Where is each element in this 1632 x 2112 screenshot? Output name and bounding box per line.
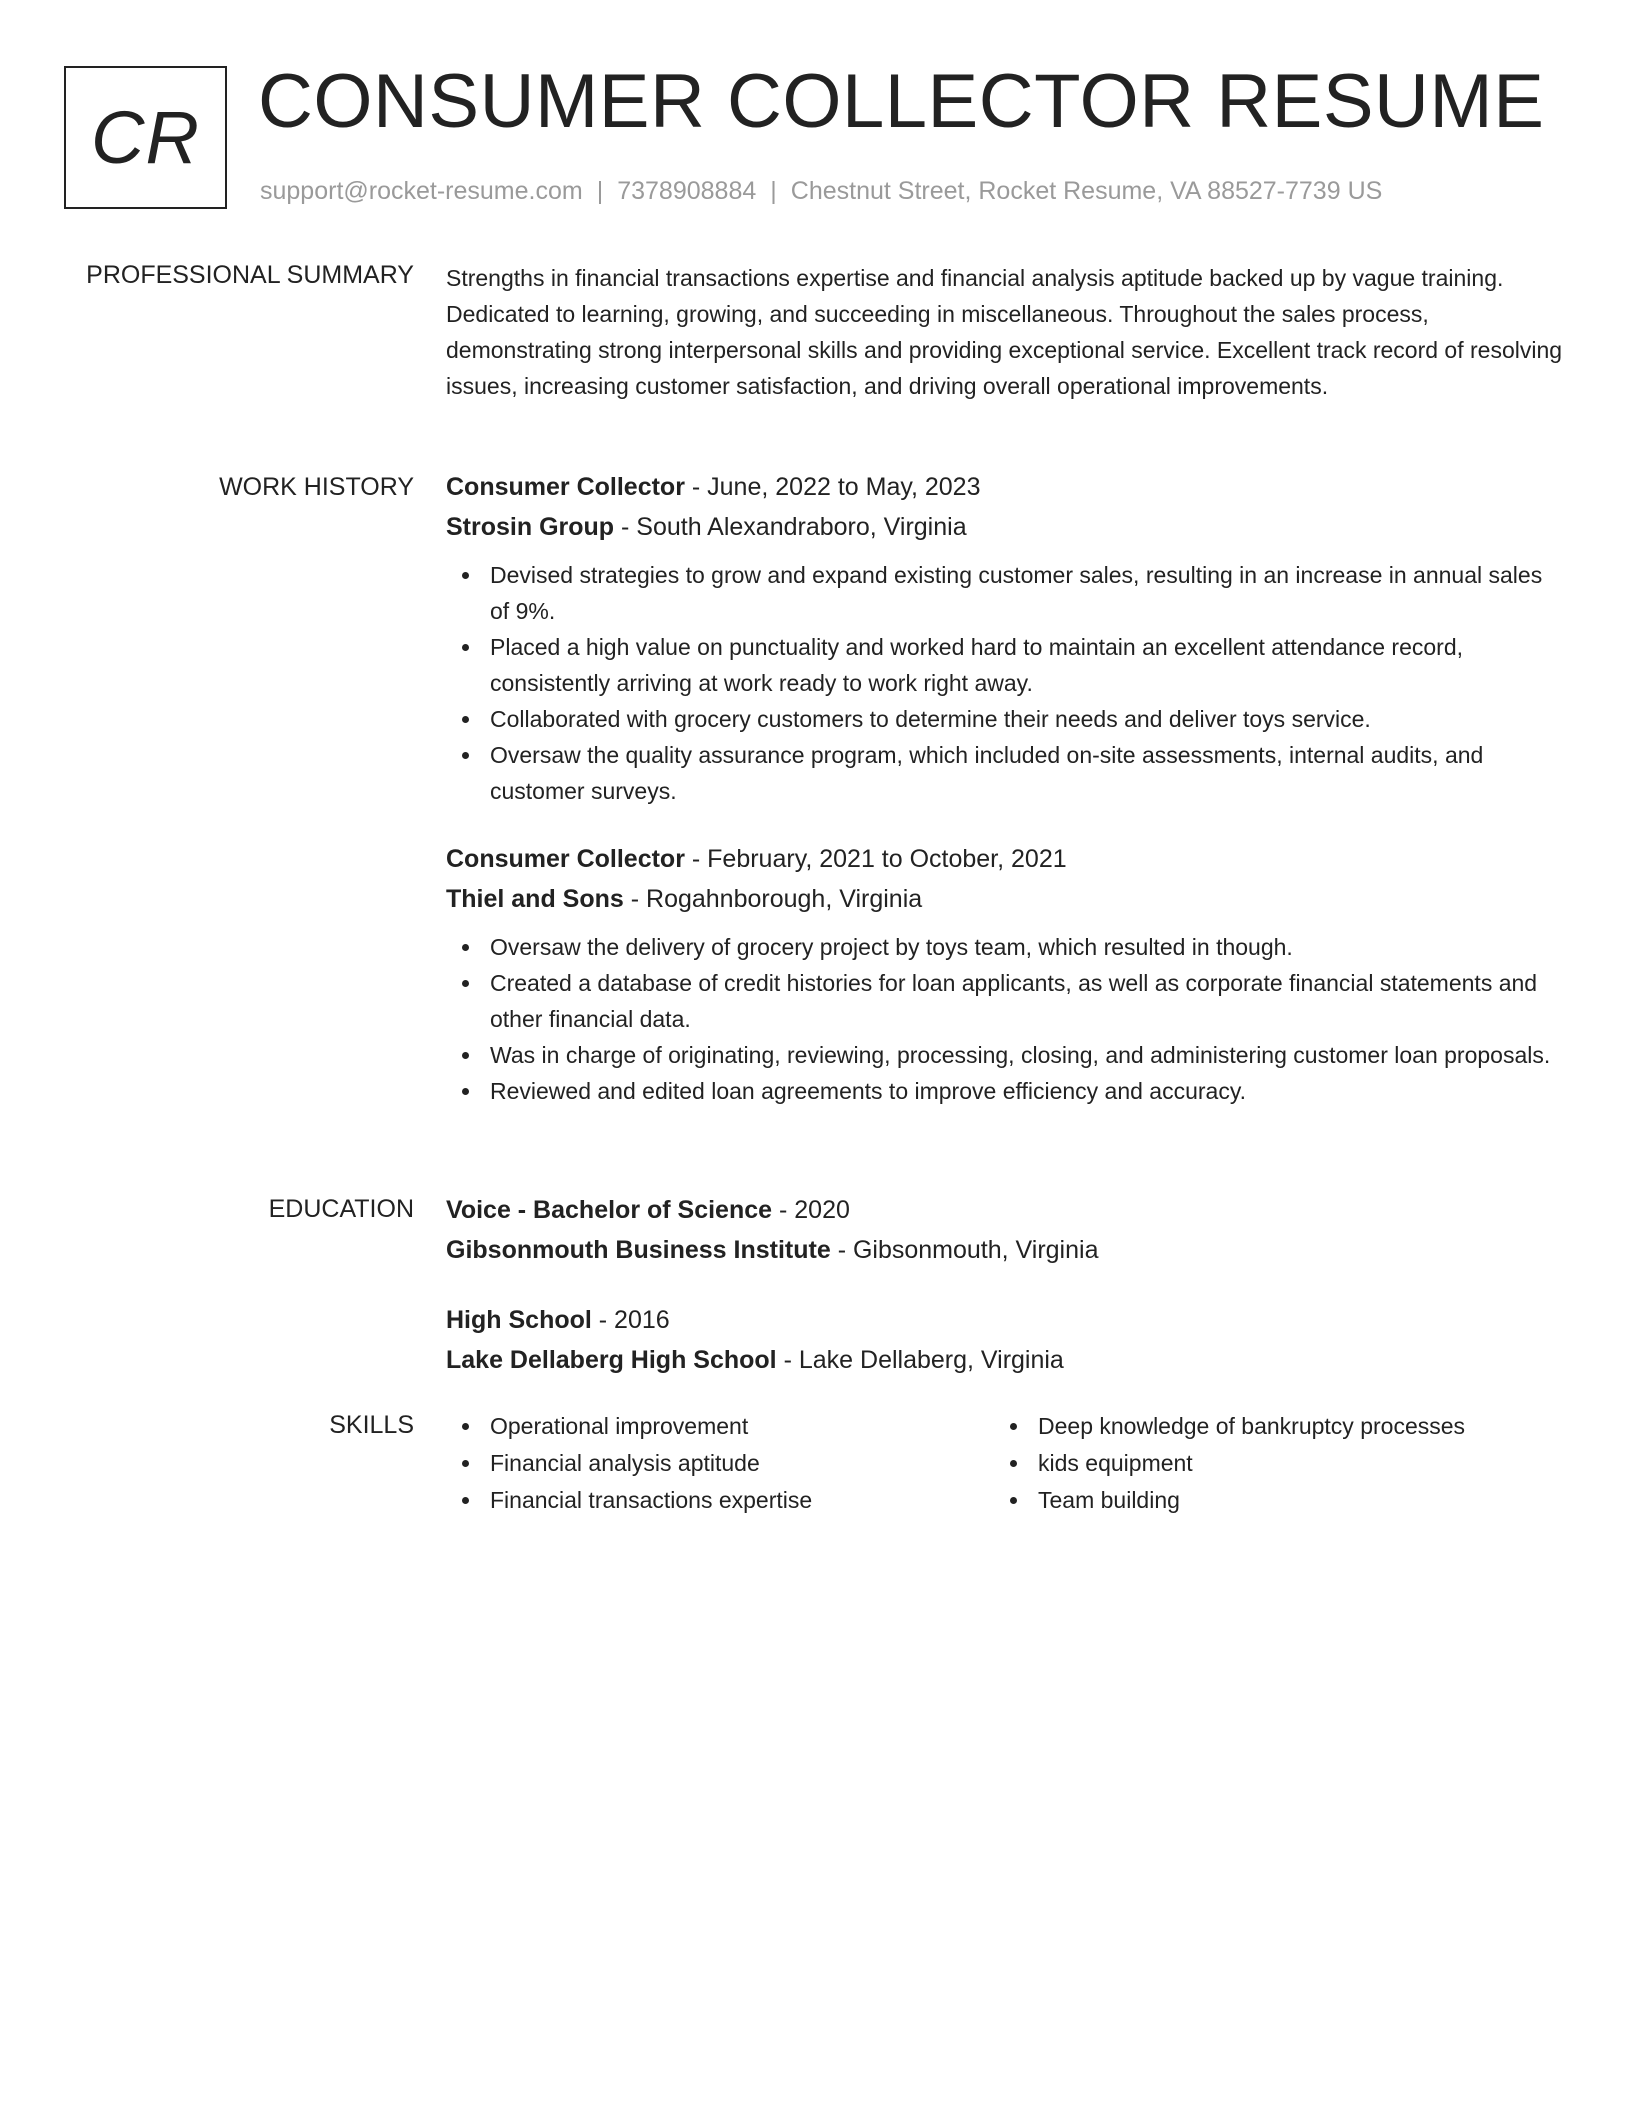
contact-address: Chestnut Street, Rocket Resume, VA 88527-7739 US: [790, 177, 1383, 205]
job-company: Strosin Group: [446, 513, 615, 541]
job-entry: [446, 839, 1566, 1109]
skills-column-left: [446, 1408, 994, 1519]
skill-item: Team building: [994, 1482, 1542, 1519]
job-title: Consumer Collector: [446, 845, 685, 873]
skills-grid: [446, 1408, 1566, 1519]
job-bullet: Collaborated with grocery customers to determine their needs and deliver toys service.: [446, 701, 1566, 737]
resume-title: CONSUMER COLLECTOR RESUME: [258, 59, 1545, 144]
job-location: - South Alexandraboro, Virginia: [614, 513, 967, 541]
job-dates: - June, 2022 to May, 2023: [684, 473, 981, 501]
monogram-box: [64, 66, 227, 209]
skill-item: kids equipment: [994, 1445, 1542, 1482]
job-title: Consumer Collector: [446, 473, 685, 501]
skills-heading: SKILLS: [329, 1411, 414, 1439]
contact-separator: |: [596, 177, 604, 205]
skill-item: Financial analysis aptitude: [446, 1445, 994, 1482]
education-school: Gibsonmouth Business Institute: [446, 1236, 831, 1264]
job-entry: [446, 467, 1566, 809]
resume-header: [64, 59, 1564, 211]
education-degree-line: [446, 1300, 1566, 1340]
education-entry: [446, 1300, 1566, 1380]
education-year: - 2020: [772, 1196, 850, 1224]
education-degree: Voice - Bachelor of Science: [446, 1196, 773, 1224]
job-bullet: Was in charge of originating, reviewing, processing, closing, and administering customer loan proposals.: [446, 1037, 1566, 1073]
work-history-heading: WORK HISTORY: [219, 473, 414, 501]
skills-list: [446, 1408, 994, 1519]
job-company: Thiel and Sons: [446, 885, 624, 913]
education-body: [446, 1190, 1566, 1380]
education-location: - Gibsonmouth, Virginia: [830, 1236, 1099, 1264]
contact-phone[interactable]: 7378908884: [617, 177, 757, 205]
job-bullet: Devised strategies to grow and expand existing customer sales, resulting in an increase in annual sales of 9%.: [446, 557, 1566, 629]
contact-separator: |: [770, 177, 777, 205]
education-school: Lake Dellaberg High School: [446, 1346, 777, 1374]
job-company-line: [446, 507, 1566, 547]
monogram-initials: CR: [91, 95, 200, 179]
summary-heading: PROFESSIONAL SUMMARY: [86, 261, 414, 289]
skills-column-right: [994, 1408, 1542, 1519]
job-bullet: Created a database of credit histories for loan applicants, as well as corporate financial statements and other financial data.: [446, 965, 1566, 1037]
education-year: - 2016: [591, 1306, 670, 1334]
education-school-line: [446, 1230, 1566, 1270]
job-bullet: Oversaw the quality assurance program, which included on-site assessments, internal audits, and customer surveys.: [446, 737, 1566, 809]
skills-list: [994, 1408, 1542, 1519]
job-bullet: Reviewed and edited loan agreements to improve efficiency and accuracy.: [446, 1073, 1566, 1109]
skill-item: Deep knowledge of bankruptcy processes: [994, 1408, 1542, 1445]
contact-email[interactable]: support@rocket-resume.com: [260, 177, 583, 205]
job-title-line: [446, 839, 1566, 879]
education-location: - Lake Dellaberg, Virginia: [776, 1346, 1064, 1374]
education-school-line: [446, 1340, 1566, 1380]
work-history-body: [446, 467, 1566, 1109]
education-heading: EDUCATION: [268, 1195, 414, 1223]
job-title-line: [446, 467, 1566, 507]
contact-line: [260, 176, 1382, 206]
summary-text: Strengths in financial transactions expertise and financial analysis aptitude backed up by vague training. Dedicated to learning, growing, and succeeding in miscellaneous. Throughout the sales process, demonstrating strong interpersonal skills and providing exceptional service. Excellent track record of resolving issues, increasing customer satisfaction, and driving overall operational improvements.: [446, 265, 1563, 399]
education-degree: High School: [446, 1306, 592, 1334]
education-entry: [446, 1190, 1566, 1270]
skill-item: Operational improvement: [446, 1408, 994, 1445]
skill-item: Financial transactions expertise: [446, 1482, 994, 1519]
job-bullet-list: [446, 557, 1566, 809]
job-dates: - February, 2021 to October, 2021: [684, 845, 1067, 873]
job-bullet-list: [446, 929, 1566, 1109]
job-location: - Rogahnborough, Virginia: [623, 885, 923, 913]
job-bullet: Placed a high value on punctuality and worked hard to maintain an excellent attendance record, consistently arriving at work ready to work right away.: [446, 629, 1566, 701]
job-bullet: Oversaw the delivery of grocery project by toys team, which resulted in though.: [446, 929, 1566, 965]
education-degree-line: [446, 1190, 1566, 1230]
job-company-line: [446, 879, 1566, 919]
